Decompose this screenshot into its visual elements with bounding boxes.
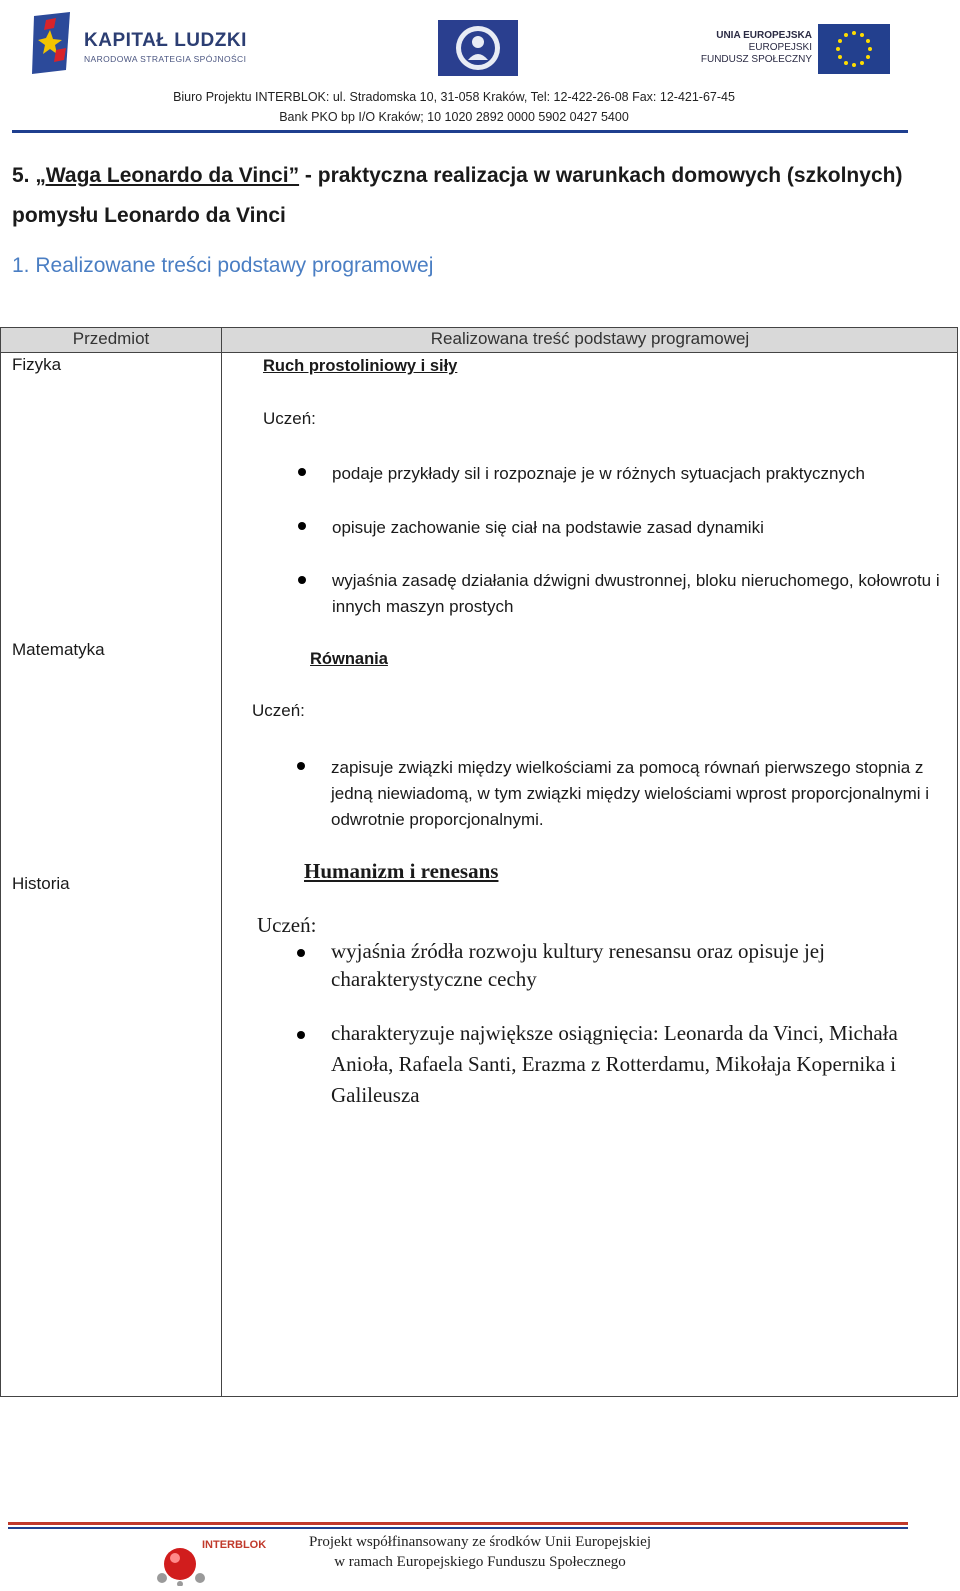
eu-line-1: UNIA EUROPEJSKA bbox=[716, 30, 812, 41]
header-divider bbox=[12, 130, 908, 133]
seal-portrait-icon bbox=[438, 20, 518, 76]
kapital-ludzki-title: KAPITAŁ LUDZKI bbox=[84, 30, 247, 51]
topic-history: Humanizm i renesans bbox=[304, 859, 499, 883]
math-bullet-1: zapisuje związki między wielkościami za pomocą równań pierwszego stopnia z jedną niewiadomą, w tym związki między wielościami wprost proporcjonalnymi i odwrotnie proporcjonalnymi. bbox=[331, 758, 930, 829]
column-divider bbox=[221, 328, 222, 1396]
interblok-sphere-icon bbox=[152, 1534, 272, 1586]
eu-flag-icon bbox=[818, 24, 890, 74]
subject-physics: Fizyka bbox=[12, 355, 62, 374]
eu-logo bbox=[680, 10, 908, 80]
bullet-dot bbox=[297, 949, 305, 957]
title-rest: - praktyczna realizacja w warunkach domowych (szkolnych) pomysłu Leonardo da Vinci bbox=[12, 164, 903, 227]
history-bullet-1: wyjaśnia źródła rozwoju kultury renesansu oraz opisuje jej charakterystyczne cechy bbox=[331, 939, 825, 991]
eu-line-2: EUROPEJSKI bbox=[748, 42, 812, 53]
history-bullet-2: charakteryzuje największe osiągnięcia: Leonarda da Vinci, Michała Anioła, Rafaela Santi, Erazma z Rotterdamu, Mikołaja Kopernika i Galileusza bbox=[331, 1021, 898, 1107]
address-line-1: Biuro Projektu INTERBLOK: ul. Stradomska 10, 31-058 Kraków, Tel: 12-422-26-08 Fax: 12-421-67-45 bbox=[173, 90, 735, 104]
address-line-2: Bank PKO bp I/O Kraków; 10 1020 2892 0000 5902 0427 5400 bbox=[279, 110, 629, 124]
footer-divider-red bbox=[8, 1522, 908, 1525]
eu-text bbox=[701, 30, 812, 66]
school-seal-logo bbox=[438, 20, 518, 76]
subject-math: Matematyka bbox=[12, 640, 105, 659]
footer-line-2: w ramach Europejskiego Funduszu Społecznego bbox=[334, 1554, 626, 1570]
document-title bbox=[12, 156, 932, 236]
uczen-math: Uczeń: bbox=[252, 701, 305, 720]
header-content: Realizowana treść podstawy programowej bbox=[430, 329, 750, 348]
eu-line-3: FUNDUSZ SPOŁECZNY bbox=[700, 54, 812, 65]
bullet-dot bbox=[298, 522, 306, 530]
topic-math: Równania bbox=[310, 650, 388, 668]
bullet-dot bbox=[297, 1031, 305, 1039]
kapital-ludzki-star-icon bbox=[26, 10, 76, 76]
footer-text bbox=[270, 1532, 690, 1572]
uczen-physics: Uczeń: bbox=[263, 409, 316, 428]
kapital-ludzki-logo bbox=[22, 6, 262, 80]
footer-divider-blue bbox=[8, 1527, 908, 1529]
subject-history: Historia bbox=[12, 874, 70, 893]
physics-bullet-3: wyjaśnia zasadę działania dźwigni dwustronnej, bloku nieruchomego, kołowrotu i innych maszyn prostych bbox=[332, 571, 940, 616]
table-header-row bbox=[1, 328, 957, 353]
bullet-dot bbox=[297, 762, 305, 770]
header-subject: Przedmiot bbox=[72, 329, 150, 348]
curriculum-table bbox=[0, 327, 958, 1397]
kapital-ludzki-subtitle: NARODOWA STRATEGIA SPÓJNOŚCI bbox=[84, 54, 247, 64]
interblok-logo bbox=[152, 1534, 272, 1586]
title-quoted: „Waga Leonardo da Vinci” bbox=[35, 164, 300, 187]
interblok-label: INTERBLOK bbox=[202, 1539, 267, 1551]
bullet-dot bbox=[298, 468, 306, 476]
bullet-dot bbox=[298, 576, 306, 584]
title-number: 5. bbox=[12, 164, 36, 187]
topic-physics: Ruch prostoliniowy i siły bbox=[263, 357, 458, 375]
section-heading: 1. Realizowane treści podstawy programowej bbox=[12, 254, 434, 277]
uczen-history: Uczeń: bbox=[257, 913, 317, 937]
physics-bullet-2: opisuje zachowanie się ciał na podstawie zasad dynamiki bbox=[332, 518, 764, 537]
footer-line-1: Projekt współfinansowany ze środków Unii Europejskiej bbox=[308, 1534, 652, 1550]
physics-bullet-1: podaje przykłady sil i rozpoznaje je w różnych sytuacjach praktycznych bbox=[332, 464, 865, 483]
